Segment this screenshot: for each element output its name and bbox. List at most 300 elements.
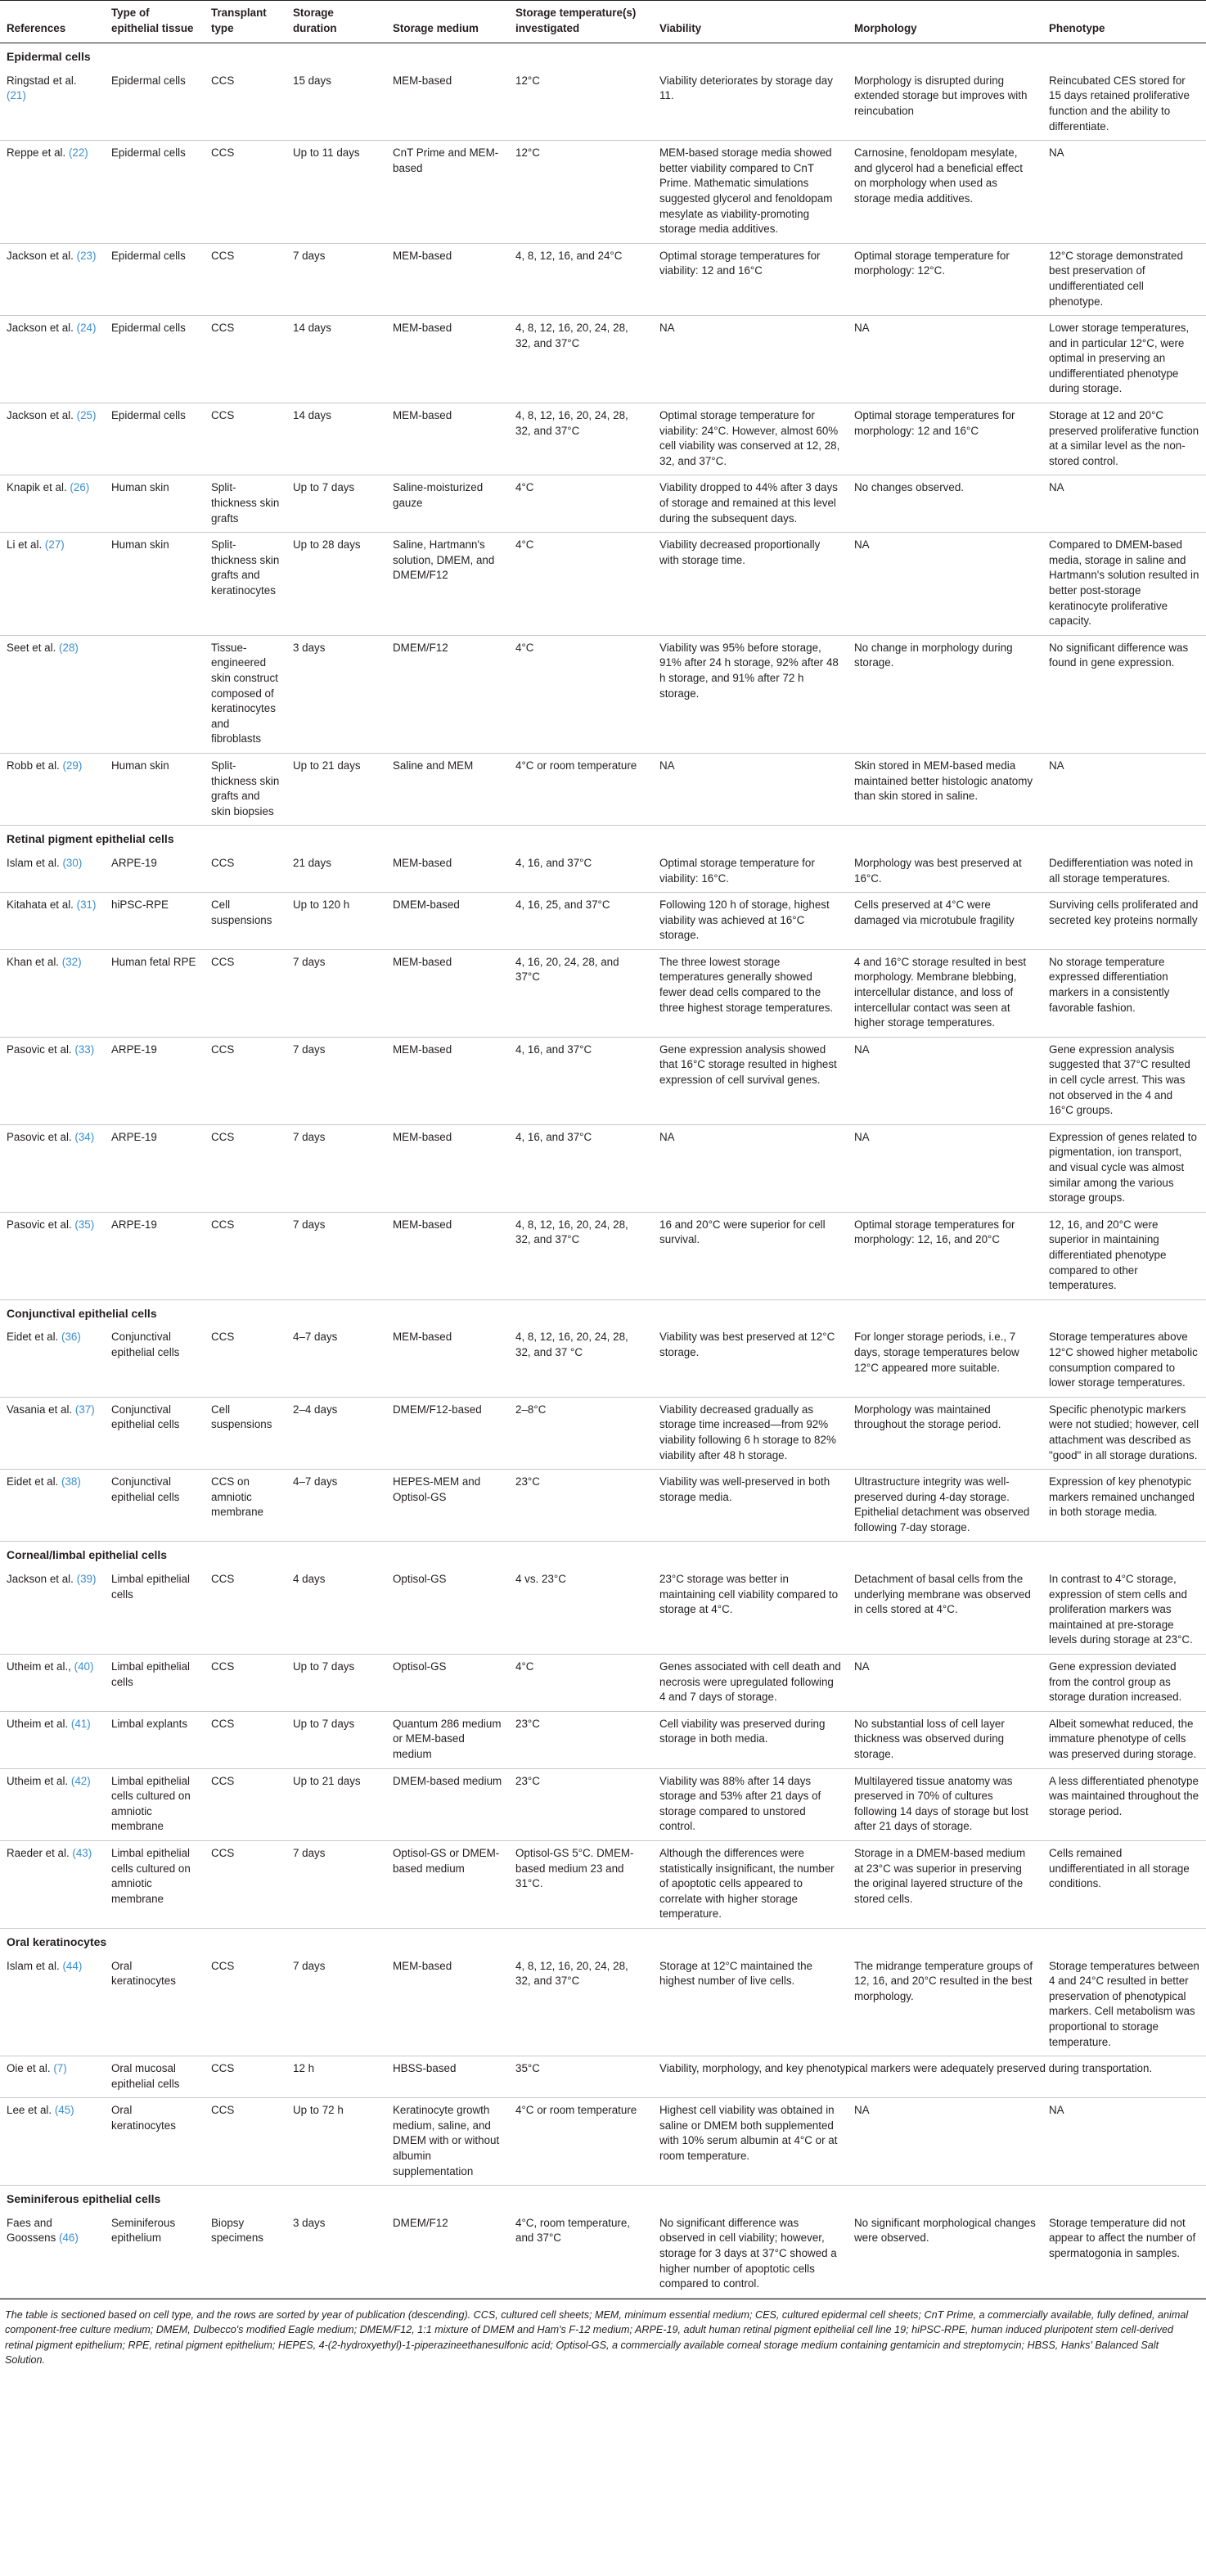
cell-storage-temperature: 23°C xyxy=(509,1711,653,1768)
cell-tissue-type: Limbal epithelial cells xyxy=(105,1655,205,1712)
reference-authors: Ringstad et al. xyxy=(7,74,77,87)
cell-transplant-type: CCS xyxy=(205,2056,286,2098)
cell-storage-temperature: 12°C xyxy=(509,69,653,141)
cell-storage-medium: CnT Prime and MEM-based xyxy=(386,141,509,244)
reference-authors: Eidet et al. xyxy=(7,1475,61,1488)
cell-transplant-type: CCS xyxy=(205,316,286,403)
table-row xyxy=(0,1840,1206,1928)
cell-storage-temperature: 4 vs. 23°C xyxy=(509,1567,653,1654)
reference-link[interactable]: (45) xyxy=(54,2104,74,2117)
cell-viability: Genes associated with cell death and necrosis were upregulated following 4 and 7 days of storage. xyxy=(653,1655,848,1712)
cell-reference xyxy=(0,1840,105,1928)
cell-transplant-type: CCS xyxy=(205,69,286,141)
header-transplant: Transplant type xyxy=(205,1,286,43)
cell-phenotype: Expression of key phenotypic markers remained unchanged in both storage media. xyxy=(1042,1470,1206,1542)
cell-reference xyxy=(0,2098,105,2186)
cell-phenotype: Gene expression analysis suggested that 37°C resulted in cell cycle arrest. This was not observed in the 4 and 16°C groups. xyxy=(1042,1037,1206,1124)
table-row xyxy=(0,1954,1206,2056)
cell-reference xyxy=(0,316,105,403)
cell-phenotype: Expression of genes related to pigmentation, ion transport, and visual cycle was almost similar among the various storage groups. xyxy=(1042,1124,1206,1212)
cell-storage-temperature: 4, 16, and 37°C xyxy=(509,1037,653,1124)
cell-transplant-type: CCS xyxy=(205,141,286,244)
cell-morphology: No change in morphology during storage. xyxy=(848,635,1042,753)
cell-storage-duration: Up to 120 h xyxy=(286,893,386,950)
header-temperature: Storage temperature(s) investigated xyxy=(509,1,653,43)
cell-storage-temperature: 35°C xyxy=(509,2056,653,2098)
cell-transplant-type: CCS xyxy=(205,1768,286,1840)
reference-authors: Pasovic et al. xyxy=(7,1218,75,1231)
section-header-row xyxy=(0,1299,1206,1325)
cell-phenotype: Gene expression deviated from the control group as storage duration increased. xyxy=(1042,1655,1206,1712)
reference-link[interactable]: (29) xyxy=(62,759,83,772)
cell-morphology: Ultrastructure integrity was well-preserved during 4-day storage. Epithelial detachment was observed following 7-day storage. xyxy=(848,1470,1042,1542)
reference-link[interactable]: (26) xyxy=(70,481,90,494)
cell-reference xyxy=(0,2056,105,2098)
reference-link[interactable]: (33) xyxy=(74,1043,95,1056)
cell-merged-outcome: Viability, morphology, and key phenotypical markers were adequately preserved during transportation. xyxy=(653,2056,1206,2098)
cell-phenotype: NA xyxy=(1042,753,1206,825)
header-phenotype: Phenotype xyxy=(1042,1,1206,43)
reference-link[interactable]: (39) xyxy=(76,1573,97,1586)
cell-reference xyxy=(0,1325,105,1397)
reference-link[interactable]: (42) xyxy=(70,1774,91,1787)
cell-reference xyxy=(0,403,105,475)
cell-viability: 23°C storage was better in maintaining cell viability compared to storage at 4°C. xyxy=(653,1567,848,1654)
cell-viability: The three lowest storage temperatures generally showed fewer dead cells compared to the three highest storage temperatures. xyxy=(653,949,848,1037)
cell-storage-medium: MEM-based xyxy=(386,316,509,403)
cell-storage-temperature: 4°C or room temperature xyxy=(509,753,653,825)
cell-storage-medium: Quantum 286 medium or MEM-based medium xyxy=(386,1711,509,1768)
cell-reference xyxy=(0,635,105,753)
cell-storage-duration: Up to 21 days xyxy=(286,753,386,825)
cell-storage-duration: 4–7 days xyxy=(286,1470,386,1542)
cell-tissue-type: Oral keratinocytes xyxy=(105,1954,205,2056)
cell-storage-temperature: 4°C xyxy=(509,635,653,753)
cell-storage-temperature: 4°C xyxy=(509,533,653,636)
cell-transplant-type: Cell suspensions xyxy=(205,1397,286,1469)
reference-link[interactable]: (28) xyxy=(59,641,79,654)
cell-viability: Highest cell viability was obtained in saline or DMEM both supplemented with 10% serum albumin at 4°C or at room temperature. xyxy=(653,2098,848,2186)
table-row xyxy=(0,893,1206,950)
cell-tissue-type: Epidermal cells xyxy=(105,403,205,475)
cell-transplant-type: CCS xyxy=(205,1711,286,1768)
cell-reference xyxy=(0,893,105,950)
table-row xyxy=(0,1124,1206,1212)
cell-tissue-type: Conjunctival epithelial cells xyxy=(105,1397,205,1469)
cell-morphology: The midrange temperature groups of 12, 16, and 20°C resulted in the best morphology. xyxy=(848,1954,1042,2056)
cell-tissue-type: Epidermal cells xyxy=(105,316,205,403)
cell-storage-medium: DMEM-based medium xyxy=(386,1768,509,1840)
cell-morphology: 4 and 16°C storage resulted in best morphology. Membrane blebbing, intercellular distance, and loss of intercellular contact was seen at higher storage temperatures. xyxy=(848,949,1042,1037)
cell-storage-medium: MEM-based xyxy=(386,949,509,1037)
reference-link[interactable]: (7) xyxy=(53,2062,67,2075)
cell-transplant-type: Tissue-engineered skin construct composed of keratinocytes and fibroblasts xyxy=(205,635,286,753)
cell-phenotype: NA xyxy=(1042,141,1206,244)
cell-reference xyxy=(0,851,105,893)
cell-phenotype: No storage temperature expressed differentiation markers in a consistently favorable fashion. xyxy=(1042,949,1206,1037)
reference-link[interactable]: (30) xyxy=(62,856,83,869)
table-row xyxy=(0,316,1206,403)
table-row xyxy=(0,1711,1206,1768)
cell-storage-temperature: 4, 16, 25, and 37°C xyxy=(509,893,653,950)
section-header-row xyxy=(0,1542,1206,1567)
reference-link[interactable]: (31) xyxy=(76,898,97,912)
reference-authors: Eidet et al. xyxy=(7,1331,61,1344)
cell-phenotype: 12°C storage demonstrated best preservation of undifferentiated cell phenotype. xyxy=(1042,243,1206,315)
cell-storage-temperature: 2–8°C xyxy=(509,1397,653,1469)
cell-tissue-type: Epidermal cells xyxy=(105,141,205,244)
cell-transplant-type: CCS xyxy=(205,1124,286,1212)
cell-reference xyxy=(0,141,105,244)
section-title: Seminiferous epithelial cells xyxy=(7,2192,161,2206)
cell-reference xyxy=(0,243,105,315)
cell-reference xyxy=(0,475,105,533)
cell-phenotype: NA xyxy=(1042,2098,1206,2186)
cell-storage-duration: Up to 72 h xyxy=(286,2098,386,2186)
cell-morphology: NA xyxy=(848,2098,1042,2186)
reference-link[interactable]: (22) xyxy=(68,146,88,160)
header-viability: Viability xyxy=(653,1,848,43)
reference-link[interactable]: (37) xyxy=(74,1403,95,1416)
cell-morphology: No significant morphological changes were observed. xyxy=(848,2211,1042,2298)
table-row xyxy=(0,753,1206,825)
cell-viability: Viability was best preserved at 12°C storage. xyxy=(653,1325,848,1397)
cell-transplant-type: CCS xyxy=(205,1567,286,1654)
cell-storage-duration: 14 days xyxy=(286,316,386,403)
table-row xyxy=(0,403,1206,475)
cell-storage-duration: Up to 7 days xyxy=(286,475,386,533)
cell-morphology: Skin stored in MEM-based media maintained better histologic anatomy than skin stored in saline. xyxy=(848,753,1042,825)
cell-storage-medium: MEM-based xyxy=(386,1954,509,2056)
cell-phenotype: In contrast to 4°C storage, expression of stem cells and proliferation markers was maintained at pre-storage levels during storage at 23°C. xyxy=(1042,1567,1206,1654)
cell-storage-duration: 7 days xyxy=(286,1037,386,1124)
cell-storage-temperature: 23°C xyxy=(509,1470,653,1542)
cell-tissue-type: Human skin xyxy=(105,533,205,636)
cell-storage-medium: MEM-based xyxy=(386,851,509,893)
cell-transplant-type: CCS xyxy=(205,2098,286,2186)
table-row xyxy=(0,69,1206,141)
cell-tissue-type: Oral keratinocytes xyxy=(105,2098,205,2186)
cell-viability: 16 and 20°C were superior for cell survival. xyxy=(653,1212,848,1299)
cell-phenotype: Storage temperature did not appear to affect the number of spermatogonia in samples. xyxy=(1042,2211,1206,2298)
section-title: Epidermal cells xyxy=(7,50,91,64)
cell-reference xyxy=(0,1567,105,1654)
table-row xyxy=(0,1567,1206,1654)
cell-viability: Following 120 h of storage, highest viability was achieved at 16°C storage. xyxy=(653,893,848,950)
cell-reference xyxy=(0,69,105,141)
cell-reference xyxy=(0,1655,105,1712)
cell-storage-duration: 12 h xyxy=(286,2056,386,2098)
cell-storage-medium: Saline-moisturized gauze xyxy=(386,475,509,533)
cell-tissue-type: Epidermal cells xyxy=(105,243,205,315)
cell-tissue-type: Limbal epithelial cells cultured on amniotic membrane xyxy=(105,1768,205,1840)
cell-phenotype: Dedifferentiation was noted in all storage temperatures. xyxy=(1042,851,1206,893)
reference-authors: Reppe et al. xyxy=(7,146,69,160)
cell-viability: Viability decreased gradually as storage time increased—from 92% viability following 6 h storage to 82% viability after 48 h storage. xyxy=(653,1397,848,1469)
section-header-row xyxy=(0,826,1206,851)
cell-transplant-type: CCS xyxy=(205,243,286,315)
cell-phenotype: Cells remained undifferentiated in all storage conditions. xyxy=(1042,1840,1206,1928)
cell-storage-medium: Optisol-GS xyxy=(386,1655,509,1712)
reference-authors: Oie et al. xyxy=(7,2062,54,2075)
cell-storage-temperature: Optisol-GS 5°C. DMEM-based medium 23 and 31°C. xyxy=(509,1840,653,1928)
cell-phenotype: Reincubated CES stored for 15 days retained proliferative function and the ability to differentiate. xyxy=(1042,69,1206,141)
cell-phenotype: Compared to DMEM-based media, storage in saline and Hartmann's solution resulted in better post-storage keratinocyte proliferative capacity. xyxy=(1042,533,1206,636)
cell-storage-duration: Up to 11 days xyxy=(286,141,386,244)
reference-authors: Utheim et al. xyxy=(7,1774,71,1787)
cell-morphology: NA xyxy=(848,533,1042,636)
cell-transplant-type: CCS xyxy=(205,1212,286,1299)
table-row xyxy=(0,141,1206,244)
cell-storage-medium: Optisol-GS or DMEM-based medium xyxy=(386,1840,509,1928)
cell-viability: Gene expression analysis showed that 16°C storage resulted in highest expression of cell survival genes. xyxy=(653,1037,848,1124)
cell-storage-temperature: 4°C xyxy=(509,475,653,533)
cell-viability: Viability dropped to 44% after 3 days of storage and remained at this level during the subsequent days. xyxy=(653,475,848,533)
cell-viability: Viability was 88% after 14 days storage and 53% after 21 days of storage compared to unstored control. xyxy=(653,1768,848,1840)
cell-transplant-type: CCS xyxy=(205,949,286,1037)
cell-morphology: Optimal storage temperature for morphology: 12°C. xyxy=(848,243,1042,315)
cell-storage-medium: MEM-based xyxy=(386,1212,509,1299)
cell-storage-duration: 7 days xyxy=(286,949,386,1037)
reference-authors: Pasovic et al. xyxy=(7,1043,75,1056)
table-row xyxy=(0,2056,1206,2098)
cell-viability: Cell viability was preserved during storage in both media. xyxy=(653,1711,848,1768)
section-header-row xyxy=(0,43,1206,69)
cell-storage-medium: MEM-based xyxy=(386,403,509,475)
reference-link[interactable]: (24) xyxy=(76,322,97,335)
cell-storage-medium: DMEM-based xyxy=(386,893,509,950)
table-row xyxy=(0,1325,1206,1397)
reference-link[interactable]: (23) xyxy=(76,249,97,262)
reference-authors: Jackson et al. xyxy=(7,249,77,262)
cell-storage-temperature: 4, 8, 12, 16, and 24°C xyxy=(509,243,653,315)
cell-storage-temperature: 4, 16, 20, 24, 28, and 37°C xyxy=(509,949,653,1037)
table-body xyxy=(0,43,1206,2299)
cell-storage-medium: HEPES-MEM and Optisol-GS xyxy=(386,1470,509,1542)
cell-transplant-type: Split-thickness skin grafts and keratinocytes xyxy=(205,533,286,636)
reference-link[interactable]: (21) xyxy=(7,89,26,102)
cell-morphology: Storage in a DMEM-based medium at 23°C was superior in preserving the original layered structure of the stored cells. xyxy=(848,1840,1042,1928)
cell-phenotype: Surviving cells proliferated and secreted key proteins normally xyxy=(1042,893,1206,950)
cell-tissue-type: Limbal epithelial cells cultured on amniotic membrane xyxy=(105,1840,205,1928)
cell-transplant-type: Biopsy specimens xyxy=(205,2211,286,2298)
reference-authors: Islam et al. xyxy=(7,856,63,869)
cell-phenotype: Storage temperatures between 4 and 24°C resulted in better preservation of phenotypical markers. Cell metabolism was proportional to storage temperature. xyxy=(1042,1954,1206,2056)
section-header-row xyxy=(0,1928,1206,1953)
cell-viability: Storage at 12°C maintained the highest number of live cells. xyxy=(653,1954,848,2056)
cell-viability: No significant difference was observed in cell viability; however, storage for 3 days at 37°C showed a higher number of apoptotic cells compared to control. xyxy=(653,2211,848,2298)
cell-reference xyxy=(0,1212,105,1299)
reference-link[interactable]: (44) xyxy=(62,1959,83,1972)
table-row xyxy=(0,635,1206,753)
reference-authors: Li et al. xyxy=(7,538,45,552)
reference-authors: Lee et al. xyxy=(7,2104,55,2117)
reference-link[interactable]: (32) xyxy=(61,955,82,968)
cell-morphology: Morphology is disrupted during extended storage but improves with reincubation xyxy=(848,69,1042,141)
cell-tissue-type: Epidermal cells xyxy=(105,69,205,141)
cell-storage-temperature: 4, 16, and 37°C xyxy=(509,1124,653,1212)
cell-reference xyxy=(0,1954,105,2056)
cell-morphology: Optimal storage temperatures for morphology: 12 and 16°C xyxy=(848,403,1042,475)
cell-storage-duration: 4 days xyxy=(286,1567,386,1654)
cell-viability: Optimal storage temperature for viability: 16°C. xyxy=(653,851,848,893)
cell-storage-temperature: 4, 8, 12, 16, 20, 24, 28, 32, and 37°C xyxy=(509,1954,653,2056)
cell-morphology: Morphology was best preserved at 16°C. xyxy=(848,851,1042,893)
cell-morphology: Optimal storage temperatures for morphology: 12, 16, and 20°C xyxy=(848,1212,1042,1299)
reference-link[interactable]: (35) xyxy=(74,1218,95,1231)
table-row xyxy=(0,1037,1206,1124)
cell-transplant-type: CCS xyxy=(205,1954,286,2056)
cell-storage-duration: 14 days xyxy=(286,403,386,475)
cell-storage-duration: Up to 7 days xyxy=(286,1655,386,1712)
cell-storage-duration: 7 days xyxy=(286,243,386,315)
cell-transplant-type: CCS xyxy=(205,1655,286,1712)
cell-storage-duration: 7 days xyxy=(286,1212,386,1299)
table-row xyxy=(0,2098,1206,2186)
cell-tissue-type: Conjunctival epithelial cells xyxy=(105,1470,205,1542)
cell-storage-medium: MEM-based xyxy=(386,69,509,141)
cell-storage-medium: DMEM/F12-based xyxy=(386,1397,509,1469)
cell-storage-duration: Up to 21 days xyxy=(286,1768,386,1840)
reference-link[interactable]: (41) xyxy=(70,1717,91,1730)
cell-viability: Viability decreased proportionally with storage time. xyxy=(653,533,848,636)
section-title: Conjunctival epithelial cells xyxy=(7,1306,157,1320)
cell-storage-medium: DMEM/F12 xyxy=(386,2211,509,2298)
cell-morphology: Morphology was maintained throughout the storage period. xyxy=(848,1397,1042,1469)
cell-transplant-type: CCS xyxy=(205,1325,286,1397)
cell-viability: Although the differences were statistically insignificant, the number of apoptotic cells appeared to correlate with higher storage temperature. xyxy=(653,1840,848,1928)
cell-storage-temperature: 4, 16, and 37°C xyxy=(509,851,653,893)
reference-link[interactable]: (27) xyxy=(44,538,65,552)
cell-phenotype: A less differentiated phenotype was maintained throughout the storage period. xyxy=(1042,1768,1206,1840)
cell-viability: MEM-based storage media showed better viability compared to CnT Prime. Mathematic simulations suggested glycerol and fenoldopam mesylate as viability-promoting storage media additives. xyxy=(653,141,848,244)
cell-morphology: NA xyxy=(848,316,1042,403)
table-footnote: The table is sectioned based on cell type, and the rows are sorted by year of publication (descending). CCS, cultured cell sheets; MEM, minimum essential medium; CES, cultured epidermal cell sheets; CnT Prime, a commercially available, fully defined, animal component-free culture medium; DMEM, Dulbecco's modified Eagle medium; DMEM/F12, 1:1 mixture of DMEM and Ham's F-12 medium; ARPE-19, adult human retinal pigment epithelial cell line 19; hiPSC-RPE, human induced pluripotent stem cell-derived retinal pigment epithelium; RPE, retinal pigment epithelium; HEPES, 4-(2-hydroxyethyl)-1-piperazineethanesulfonic acid; Optisol-GS, a commercially available corneal storage medium containing gentamicin and streptomycin; HBSS, Hanks' Balanced Salt Solution. xyxy=(0,2299,1206,2368)
cell-reference xyxy=(0,1768,105,1840)
reference-authors: Raeder et al. xyxy=(7,1846,73,1859)
cell-viability: NA xyxy=(653,753,848,825)
cell-viability: Viability deteriorates by storage day 11. xyxy=(653,69,848,141)
section-title: Retinal pigment epithelial cells xyxy=(7,832,174,846)
reference-link[interactable]: (36) xyxy=(61,1331,81,1344)
header-references: References xyxy=(0,1,105,43)
reference-link[interactable]: (38) xyxy=(61,1475,81,1488)
reference-authors: Utheim et al. xyxy=(7,1717,71,1730)
cell-storage-medium: MEM-based xyxy=(386,1124,509,1212)
reference-authors: Vasania et al. xyxy=(7,1403,75,1416)
cell-phenotype: 12, 16, and 20°C were superior in maintaining differentiated phenotype compared to other temperatures. xyxy=(1042,1212,1206,1299)
cell-morphology: Detachment of basal cells from the underlying membrane was observed in cells stored at 4°C. xyxy=(848,1567,1042,1654)
header-tissue: Type of epithelial tissue xyxy=(105,1,205,43)
cell-storage-duration: 7 days xyxy=(286,1840,386,1928)
reference-authors: Faes and Goossens xyxy=(7,2216,60,2245)
cell-viability: Optimal storage temperature for viability: 24°C. However, almost 60% cell viability was conserved at 12, 28, 32, and 37°C. xyxy=(653,403,848,475)
cell-reference xyxy=(0,1470,105,1542)
cell-morphology: For longer storage periods, i.e., 7 days, storage temperatures below 12°C appeared more suitable. xyxy=(848,1325,1042,1397)
cell-morphology: No substantial loss of cell layer thickness was observed during storage. xyxy=(848,1711,1042,1768)
cell-transplant-type: CCS xyxy=(205,851,286,893)
table-row xyxy=(0,949,1206,1037)
cell-tissue-type: ARPE-19 xyxy=(105,1037,205,1124)
reference-link[interactable]: (40) xyxy=(74,1660,94,1673)
cell-tissue-type: hiPSC-RPE xyxy=(105,893,205,950)
cell-storage-temperature: 4, 8, 12, 16, 20, 24, 28, 32, and 37 °C xyxy=(509,1325,653,1397)
cell-transplant-type: Split-thickness skin grafts xyxy=(205,475,286,533)
cell-morphology: Carnosine, fenoldopam mesylate, and glycerol had a beneficial effect on morphology when used as storage media additives. xyxy=(848,141,1042,244)
cell-storage-medium: HBSS-based xyxy=(386,2056,509,2098)
cell-storage-duration: Up to 7 days xyxy=(286,1711,386,1768)
cell-viability: Viability was well-preserved in both storage media. xyxy=(653,1470,848,1542)
cell-storage-duration: Up to 28 days xyxy=(286,533,386,636)
reference-link[interactable]: (43) xyxy=(72,1846,92,1859)
cell-storage-temperature: 4, 8, 12, 16, 20, 24, 28, 32, and 37°C xyxy=(509,403,653,475)
reference-authors: Kitahata et al. xyxy=(7,898,77,912)
cell-storage-temperature: 4°C, room temperature, and 37°C xyxy=(509,2211,653,2298)
cell-storage-duration: 2–4 days xyxy=(286,1397,386,1469)
cell-morphology: Multilayered tissue anatomy was preserved in 70% of cultures following 14 days of storage but lost after 21 days of storage. xyxy=(848,1768,1042,1840)
table-row xyxy=(0,1470,1206,1542)
cell-transplant-type: CCS xyxy=(205,403,286,475)
table-row xyxy=(0,2211,1206,2298)
table-row xyxy=(0,243,1206,315)
reference-authors: Pasovic et al. xyxy=(7,1130,75,1143)
cell-tissue-type: Human skin xyxy=(105,753,205,825)
cell-storage-medium: Saline and MEM xyxy=(386,753,509,825)
cell-tissue-type: ARPE-19 xyxy=(105,1124,205,1212)
reference-authors: Seet et al. xyxy=(7,641,60,654)
cell-morphology: NA xyxy=(848,1655,1042,1712)
reference-authors: Jackson et al. xyxy=(7,322,77,335)
reference-link[interactable]: (46) xyxy=(59,2231,79,2245)
cell-viability: NA xyxy=(653,316,848,403)
cell-reference xyxy=(0,949,105,1037)
cell-phenotype: Lower storage temperatures, and in particular 12°C, were optimal in preserving an undifferentiated phenotype during storage. xyxy=(1042,316,1206,403)
cell-storage-duration: 7 days xyxy=(286,1954,386,2056)
cell-reference xyxy=(0,1037,105,1124)
cell-storage-duration: 3 days xyxy=(286,635,386,753)
header-medium: Storage medium xyxy=(386,1,509,43)
cell-morphology: No changes observed. xyxy=(848,475,1042,533)
cell-viability: NA xyxy=(653,1124,848,1212)
cell-morphology: NA xyxy=(848,1037,1042,1124)
table-row xyxy=(0,851,1206,893)
cell-reference xyxy=(0,533,105,636)
cell-phenotype: Storage temperatures above 12°C showed higher metabolic consumption compared to lower storage temperatures. xyxy=(1042,1325,1206,1397)
cell-transplant-type: CCS xyxy=(205,1840,286,1928)
cell-phenotype: Albeit somewhat reduced, the immature phenotype of cells was preserved during storage. xyxy=(1042,1711,1206,1768)
cell-tissue-type: Conjunctival epithelial cells xyxy=(105,1325,205,1397)
cell-viability: Viability was 95% before storage, 91% after 24 h storage, 92% after 48 h storage, and 91% after 72 h storage. xyxy=(653,635,848,753)
table-row xyxy=(0,533,1206,636)
reference-link[interactable]: (25) xyxy=(76,409,97,422)
cell-phenotype: No significant difference was found in gene expression. xyxy=(1042,635,1206,753)
cell-storage-medium: MEM-based xyxy=(386,1325,509,1397)
cell-storage-temperature: 4, 8, 12, 16, 20, 24, 28, 32, and 37°C xyxy=(509,1212,653,1299)
cell-transplant-type: CCS xyxy=(205,1037,286,1124)
cell-phenotype: Specific phenotypic markers were not studied; however, cell attachment was described as "good" in all storage durations. xyxy=(1042,1397,1206,1469)
cell-tissue-type: Limbal epithelial cells xyxy=(105,1567,205,1654)
cell-transplant-type: Split-thickness skin grafts and skin biopsies xyxy=(205,753,286,825)
cell-reference xyxy=(0,1124,105,1212)
cell-storage-temperature: 4°C xyxy=(509,1655,653,1712)
cell-tissue-type: ARPE-19 xyxy=(105,1212,205,1299)
cell-storage-medium: Optisol-GS xyxy=(386,1567,509,1654)
cell-reference xyxy=(0,2211,105,2298)
table-row xyxy=(0,475,1206,533)
cell-reference xyxy=(0,1397,105,1469)
reference-link[interactable]: (34) xyxy=(74,1130,95,1143)
cell-storage-medium: Keratinocyte growth medium, saline, and DMEM with or without albumin supplementation xyxy=(386,2098,509,2186)
